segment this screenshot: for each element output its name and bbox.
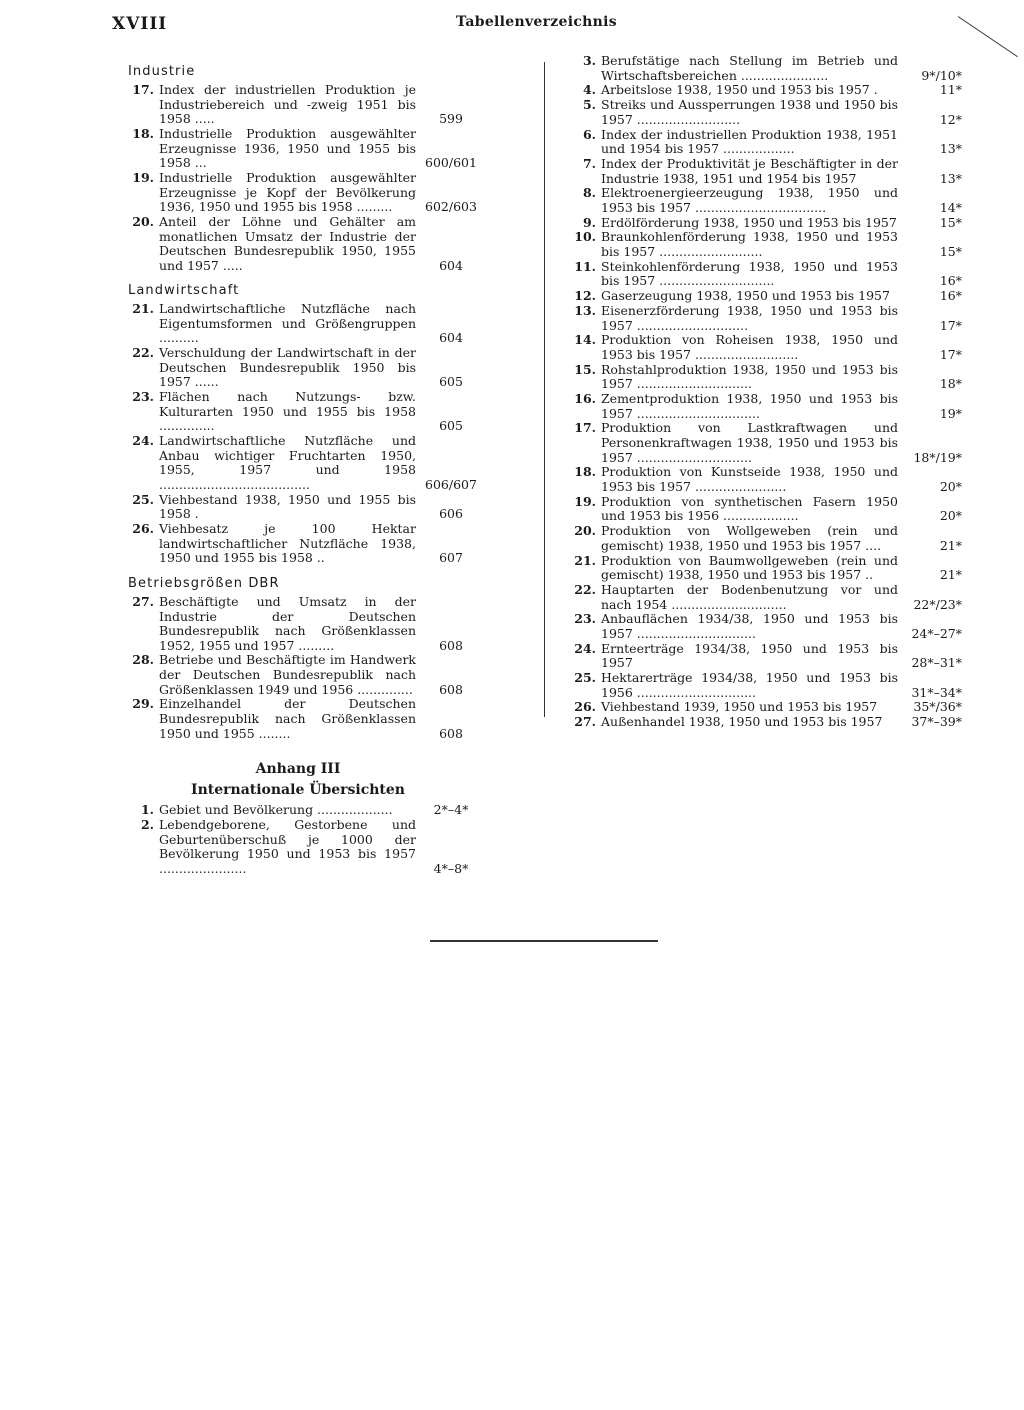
entry-title: Index der industriellen Produktion 1938, 1951 und 1954 bis 1957 .................. xyxy=(601,126,898,157)
entry-title: Anteil der Löhne und Gehälter am monatlichen Umsatz der Industrie der Deutschen Bundesrepublik 1950, 1955 und 1957 ..... xyxy=(159,213,416,273)
running-title: Tabellenverzeichnis xyxy=(456,14,617,30)
toc-entry xyxy=(568,421,962,465)
entry-title: Einzelhandel der Deutschen Bundesrepublik nach Größenklassen 1950 und 1955 ........ xyxy=(159,696,416,741)
entry-number: 18. xyxy=(132,125,154,141)
entry-number: 20. xyxy=(132,213,154,229)
entry-title: Viehbestand 1939, 1950 und 1953 bis 1957 xyxy=(601,699,878,715)
bottom-rule xyxy=(430,940,658,942)
entry-title: Betriebe und Beschäftigte im Handwerk der Deutschen Bundesrepublik nach Größenklassen 1949 und 1956 .............. xyxy=(159,652,416,697)
toc-entry xyxy=(568,289,962,304)
entry-page: 4*–8* xyxy=(433,860,469,876)
entry-number: 10. xyxy=(574,229,596,245)
toc-entry xyxy=(568,642,962,671)
entry-page: 608 xyxy=(439,637,463,653)
entry-page: 14* xyxy=(939,199,962,215)
entry-title: Flächen nach Nutzungs- bzw. Kulturarten 1950 und 1955 bis 1958 .............. xyxy=(159,389,416,434)
entry-number: 9. xyxy=(582,214,596,230)
toc-entry xyxy=(568,524,962,553)
entry-page: 606 xyxy=(439,506,463,522)
toc-entry xyxy=(568,612,962,641)
entry-title: Industrielle Produktion ausgewählter Erzeugnisse je Kopf der Bevölkerung 1936, 1950 und 1955 bis 1958 ......... xyxy=(159,169,416,215)
entry-title: Außenhandel 1938, 1950 und 1953 bis 1957 xyxy=(601,714,883,730)
toc-entry xyxy=(128,493,488,522)
left-column xyxy=(128,62,488,876)
page-number: XVIII xyxy=(112,14,168,34)
entry-title: Viehbestand 1938, 1950 und 1955 bis 1958 . xyxy=(159,491,416,522)
entry-number: 7. xyxy=(582,155,596,171)
entry-title: Index der industriellen Produktion je Industriebereich und -zweig 1951 bis 1958 ..... xyxy=(159,82,416,127)
entry-title: Rohstahlproduktion 1938, 1950 und 1953 bis 1957 ............................. xyxy=(601,361,898,392)
entry-number: 6. xyxy=(582,126,596,142)
toc-entry xyxy=(128,171,488,215)
entry-page: 21* xyxy=(939,537,962,553)
entry-number: 18. xyxy=(574,464,596,480)
entry-title: Erdölförderung 1938, 1950 und 1953 bis 1957 xyxy=(601,214,897,230)
toc-entry xyxy=(568,98,962,127)
entry-title: Eisenerzförderung 1938, 1950 und 1953 bis 1957 ............................ xyxy=(601,302,898,333)
section-heading-landwirtschaft: Landwirtschaft xyxy=(128,283,240,299)
toc-entry xyxy=(568,333,962,362)
entry-title: Produktion von Wollgeweben (rein und gemischt) 1938, 1950 und 1953 bis 1957 .... xyxy=(601,523,898,553)
toc-entry xyxy=(568,157,962,186)
entry-page: 608 xyxy=(439,725,463,741)
entry-number: 21. xyxy=(574,552,596,568)
toc-entry xyxy=(568,128,962,157)
entry-number: 16. xyxy=(574,391,596,407)
entry-page: 605 xyxy=(439,374,463,390)
entry-page: 18* xyxy=(939,376,962,392)
entry-title: Lebendgeborene, Gestorbene und Geburtenüberschuß je 1000 der Bevölkerung 1950 und 1953 bis 1957 ...................... xyxy=(159,817,416,876)
section-heading-betriebsgroessen: Betriebsgrößen DBR xyxy=(128,575,280,591)
entry-title: Landwirtschaftliche Nutzfläche nach Eigentumsformen und Größengruppen .......... xyxy=(159,301,416,346)
entry-title: Industrielle Produktion ausgewählter Erzeugnisse 1936, 1950 und 1955 bis 1958 ... xyxy=(159,125,416,171)
entry-page: 35*/36* xyxy=(913,699,962,715)
entry-title: Braunkohlenförderung 1938, 1950 und 1953 bis 1957 .......................... xyxy=(601,229,898,260)
entry-page: 12* xyxy=(939,111,962,127)
toc-entry xyxy=(568,304,962,333)
entry-page: 21* xyxy=(939,567,962,583)
entry-page: 607 xyxy=(439,550,463,566)
toc-entry xyxy=(128,434,488,492)
toc-entry xyxy=(568,700,962,715)
toc-entry xyxy=(568,583,962,612)
toc-entry xyxy=(128,390,488,434)
toc-entry xyxy=(128,818,488,876)
entry-title: Gebiet und Bevölkerung ................... xyxy=(159,802,393,818)
entry-title: Produktion von Lastkraftwagen und Personenkraftwagen 1938, 1950 und 1953 bis 1957 ............................. xyxy=(601,420,898,465)
entry-number: 5. xyxy=(582,97,596,113)
entry-page: 17* xyxy=(939,317,962,333)
toc-entry xyxy=(568,715,962,730)
entry-title: Produktion von Baumwollgeweben (rein und gemischt) 1938, 1950 und 1953 bis 1957 .. xyxy=(601,552,898,583)
entry-page: 28*–31* xyxy=(911,655,962,671)
entry-number: 23. xyxy=(132,389,154,405)
entry-number: 17. xyxy=(574,420,596,436)
entry-number: 27. xyxy=(132,593,154,609)
entry-page: 20* xyxy=(939,508,962,524)
entry-page: 31*–34* xyxy=(911,684,962,700)
entry-page: 37*–39* xyxy=(911,714,962,730)
entry-number: 2. xyxy=(140,817,154,832)
entry-title: Viehbesatz je 100 Hektar landwirtschaftlicher Nutzfläche 1938, 1950 und 1955 bis 1958 .. xyxy=(159,521,416,566)
entry-number: 4. xyxy=(582,82,596,98)
entry-page: 24*–27* xyxy=(911,625,962,641)
entry-title: Berufstätige nach Stellung im Betrieb und Wirtschaftsbereichen ...................... xyxy=(601,53,898,83)
entry-number: 19. xyxy=(574,493,596,509)
entry-number: 14. xyxy=(574,332,596,348)
entry-number: 8. xyxy=(582,185,596,201)
toc-entry xyxy=(128,215,488,273)
entry-number: 21. xyxy=(132,301,154,317)
entry-number: 1. xyxy=(140,802,154,818)
entry-page: 22*/23* xyxy=(913,596,962,612)
toc-entry xyxy=(568,363,962,392)
entry-number: 20. xyxy=(574,523,596,539)
toc-entry xyxy=(568,392,962,421)
toc-entry xyxy=(128,83,488,127)
corner-scan-line xyxy=(958,16,1018,57)
entry-number: 27. xyxy=(574,714,596,730)
entry-page: 9*/10* xyxy=(921,67,962,83)
entry-title: Hektarerträge 1934/38, 1950 und 1953 bis 1956 .............................. xyxy=(601,670,898,700)
entry-page: 608 xyxy=(439,681,463,697)
entry-number: 17. xyxy=(132,82,154,97)
section-heading-industrie: Industrie xyxy=(128,64,196,79)
toc-entry xyxy=(568,465,962,494)
entry-page: 605 xyxy=(439,418,463,434)
entry-title: Hauptarten der Bodenbenutzung vor und nach 1954 ............................. xyxy=(601,581,898,612)
entry-page: 604 xyxy=(439,257,463,273)
toc-entry xyxy=(568,260,962,289)
entry-title: Ernteerträge 1934/38, 1950 und 1953 bis 1957 xyxy=(601,640,898,671)
entry-number: 24. xyxy=(574,640,596,656)
toc-entry xyxy=(128,653,488,697)
entry-title: Beschäftigte und Umsatz in der Industrie der Deutschen Bundesrepublik nach Größenklassen 1952, 1955 und 1957 ......... xyxy=(159,593,416,653)
entry-page: 17* xyxy=(939,346,962,362)
entry-number: 26. xyxy=(132,521,154,537)
entry-number: 15. xyxy=(574,361,596,377)
entry-page: 16* xyxy=(939,273,962,289)
entry-page: 15* xyxy=(939,244,962,260)
toc-entry xyxy=(128,595,488,653)
appendix-title: Anhang III xyxy=(255,761,341,778)
entry-page: 599 xyxy=(439,111,463,127)
entry-number: 19. xyxy=(132,169,154,185)
entry-number: 3. xyxy=(582,53,596,68)
entry-number: 22. xyxy=(574,581,596,597)
entry-page: 11* xyxy=(939,82,962,98)
entry-page: 18*/19* xyxy=(913,449,962,465)
entry-number: 26. xyxy=(574,699,596,715)
toc-entry xyxy=(128,302,488,346)
entry-number: 13. xyxy=(574,302,596,318)
entry-title: Anbauflächen 1934/38, 1950 und 1953 bis 1957 .............................. xyxy=(601,611,898,641)
right-column xyxy=(568,54,962,730)
entry-page: 604 xyxy=(439,330,463,346)
entry-title: Gaserzeugung 1938, 1950 und 1953 bis 1957 xyxy=(601,288,890,304)
entry-page: 602/603 xyxy=(425,199,477,215)
entry-title: Verschuldung der Landwirtschaft in der Deutschen Bundesrepublik 1950 bis 1957 ...... xyxy=(159,345,416,390)
entry-page: 19* xyxy=(939,405,962,421)
entry-page: 2*–4* xyxy=(433,802,469,818)
entry-title: Landwirtschaftliche Nutzfläche und Anbau wichtiger Fruchtarten 1950, 1955, 1957 und 1958 ...................................... xyxy=(159,433,416,492)
entry-title: Index der Produktivität je Beschäftigter in der Industrie 1938, 1951 und 1954 bis 1957 xyxy=(601,155,898,186)
toc-entry xyxy=(568,230,962,259)
entry-number: 11. xyxy=(574,258,596,274)
entry-page: 20* xyxy=(939,479,962,495)
toc-entry xyxy=(568,54,962,83)
appendix-subtitle: Internationale Übersichten xyxy=(191,782,405,799)
entry-title: Produktion von Roheisen 1938, 1950 und 1953 bis 1957 .......................... xyxy=(601,332,898,362)
entry-title: Elektroenergieerzeugung 1938, 1950 und 1953 bis 1957 ................................. xyxy=(601,185,898,215)
entry-number: 22. xyxy=(132,345,154,361)
toc-entry xyxy=(568,83,962,98)
entry-title: Steinkohlenförderung 1938, 1950 und 1953 bis 1957 ............................. xyxy=(601,258,898,289)
entry-title: Arbeitslose 1938, 1950 und 1953 bis 1957 . xyxy=(601,82,878,98)
entry-title: Produktion von synthetischen Fasern 1950 und 1953 bis 1956 ................... xyxy=(601,493,898,524)
entry-number: 29. xyxy=(132,696,154,712)
entry-title: Produktion von Kunstseide 1938, 1950 und 1953 bis 1957 ....................... xyxy=(601,464,898,495)
toc-entry xyxy=(568,186,962,215)
entry-page: 13* xyxy=(939,141,962,157)
entry-number: 23. xyxy=(574,611,596,627)
entry-number: 12. xyxy=(574,288,596,304)
toc-entry xyxy=(128,803,488,818)
toc-entry xyxy=(128,127,488,171)
entry-number: 28. xyxy=(132,652,154,668)
entry-number: 24. xyxy=(132,433,154,449)
toc-entry xyxy=(568,671,962,700)
toc-entry xyxy=(568,216,962,231)
entry-number: 25. xyxy=(574,670,596,686)
toc-entry xyxy=(128,346,488,390)
toc-entry xyxy=(568,554,962,583)
toc-entry xyxy=(128,697,488,741)
entry-page: 13* xyxy=(939,170,962,186)
entry-title: Zementproduktion 1938, 1950 und 1953 bis 1957 ............................... xyxy=(601,391,898,421)
toc-entry xyxy=(128,522,488,566)
toc-entry xyxy=(568,495,962,524)
entry-page: 606/607 xyxy=(425,476,477,492)
entry-page: 15* xyxy=(939,214,962,230)
entry-page: 600/601 xyxy=(425,155,477,171)
entry-page: 16* xyxy=(939,288,962,304)
entry-title: Streiks und Aussperrungen 1938 und 1950 bis 1957 .......................... xyxy=(601,97,898,127)
column-divider xyxy=(544,62,545,717)
entry-number: 25. xyxy=(132,491,154,507)
